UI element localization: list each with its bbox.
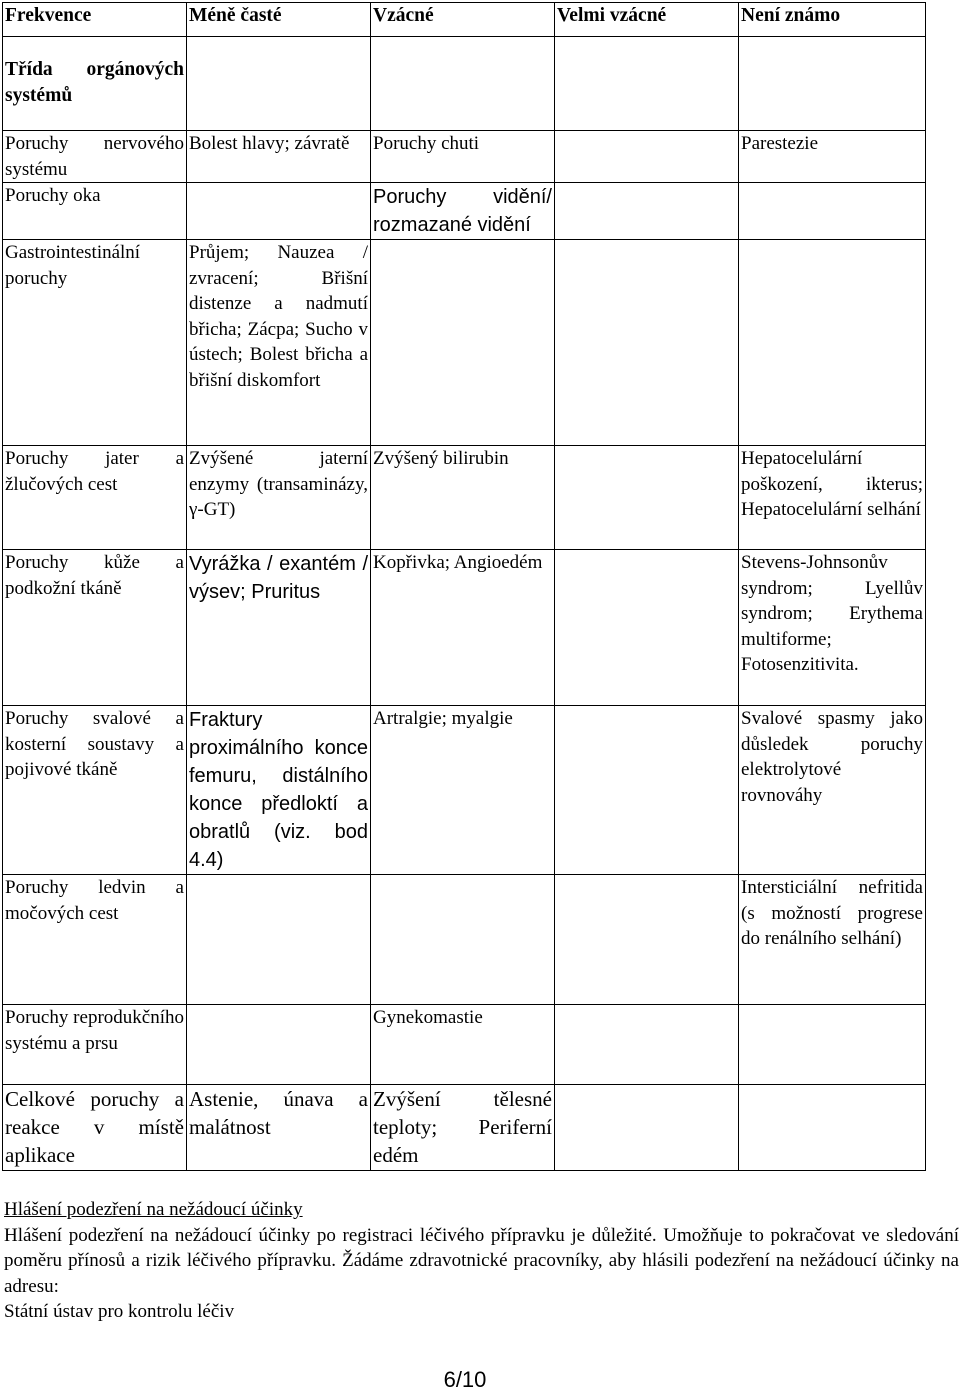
unknown-cell [739,240,926,446]
rare-cell: Poruchy chuti [371,131,555,183]
unknown-cell [739,183,926,240]
unknown-cell: Hepatocelulární poškození, ikterus; Hepatocelulární selhání [739,446,926,550]
very-rare-cell [555,1005,739,1085]
organ-cell: Gastrointestinální poruchy [3,240,187,446]
very-rare-cell [555,183,739,240]
table-row [3,875,926,1005]
organ-cell: Poruchy ledvin a močových cest [3,875,187,1005]
report-heading: Hlášení podezření na nežádoucí účinky [4,1199,303,1220]
table-row [3,1005,926,1085]
very-rare-cell [555,706,739,875]
uncommon-cell [187,183,371,240]
uncommon-cell [187,875,371,1005]
header-frequency: Frekvence [3,3,187,37]
report-address: Státní ústav pro kontrolu léčiv [4,1301,235,1322]
header-unknown: Není známo [739,3,926,37]
report-body: Hlášení podezření na nežádoucí účinky po registraci léčivého přípravku je důležité. Umožňuje to pokračovat ve sledování poměru přínosů a rizik léčivého přípravku. Žádáme zdravotnické pracovníky, aby hlásili podezření na nežádoucí účinky na adresu: [4,1224,959,1297]
unknown-cell: Intersticiální nefritida (s možností progrese do renálního selhání) [739,875,926,1005]
uncommon-cell: Průjem; Nauzea / zvracení; Břišní distenze a nadmutí břicha; Zácpa; Sucho v ústech; Bolest břicha a břišní diskomfort [187,240,371,446]
rare-cell: Gynekomastie [371,1005,555,1085]
unknown-cell: Parestezie [739,131,926,183]
header-very-rare: Velmi vzácné [555,3,739,37]
rare-cell: Kopřivka; Angioedém [371,550,555,706]
rare-cell: Zvýšený bilirubin [371,446,555,550]
page-number: 6/10 [443,1367,487,1392]
unknown-cell: Svalové spasmy jako důsledek poruchy elektrolytové rovnováhy [739,706,926,875]
table-row [3,240,926,446]
very-rare-cell [555,1085,739,1171]
uncommon-cell: Vyrážka / exantém / výsev; Pruritus [187,550,371,706]
table-header-row [3,3,926,37]
organ-cell: Poruchy oka [3,183,187,240]
adverse-reporting-section [4,1197,959,1325]
uncommon-cell: Astenie, únava a malátnost [187,1085,371,1171]
uncommon-cell [187,1005,371,1085]
organ-cell: Poruchy reprodukčního systému a prsu [3,1005,187,1085]
unknown-cell [739,1005,926,1085]
rare-cell: Zvýšení tělesné teploty; Periferní edém [371,1085,555,1171]
organ-cell: Poruchy svalové a kosterní soustavy a pojivové tkáně [3,706,187,875]
rare-cell: Poruchy vidění/ rozmazané vidění [371,183,555,240]
header-uncommon: Méně časté [187,3,371,37]
table-row [3,183,926,240]
organ-cell: Celkové poruchy a reakce v místě aplikace [3,1085,187,1171]
rare-cell [371,875,555,1005]
table-row [3,550,926,706]
class-header-row [3,37,926,131]
organ-cell: Poruchy kůže a podkožní tkáně [3,550,187,706]
very-rare-cell [555,446,739,550]
rare-cell [371,240,555,446]
table-row [3,1085,926,1171]
uncommon-cell: Fraktury proximálního konce femuru, distálního konce předloktí a obratlů (viz. bod 4.4) [187,706,371,875]
very-rare-cell [555,240,739,446]
rare-cell: Artralgie; myalgie [371,706,555,875]
table-row [3,446,926,550]
very-rare-cell [555,131,739,183]
very-rare-cell [555,875,739,1005]
uncommon-cell: Bolest hlavy; závratě [187,131,371,183]
organ-cell: Poruchy nervového systému [3,131,187,183]
organ-cell: Poruchy jater a žlučových cest [3,446,187,550]
table-row [3,131,926,183]
adverse-effects-table [2,2,926,1171]
unknown-cell [739,1085,926,1171]
uncommon-cell: Zvýšené jaterní enzymy (transaminázy, γ-GT) [187,446,371,550]
table-row [3,706,926,875]
header-organ-class: Třída orgánových systémů [3,37,187,131]
very-rare-cell [555,550,739,706]
unknown-cell: Stevens-Johnsonův syndrom; Lyellův syndrom; Erythema multiforme; Fotosenzitivita. [739,550,926,706]
header-rare: Vzácné [371,3,555,37]
